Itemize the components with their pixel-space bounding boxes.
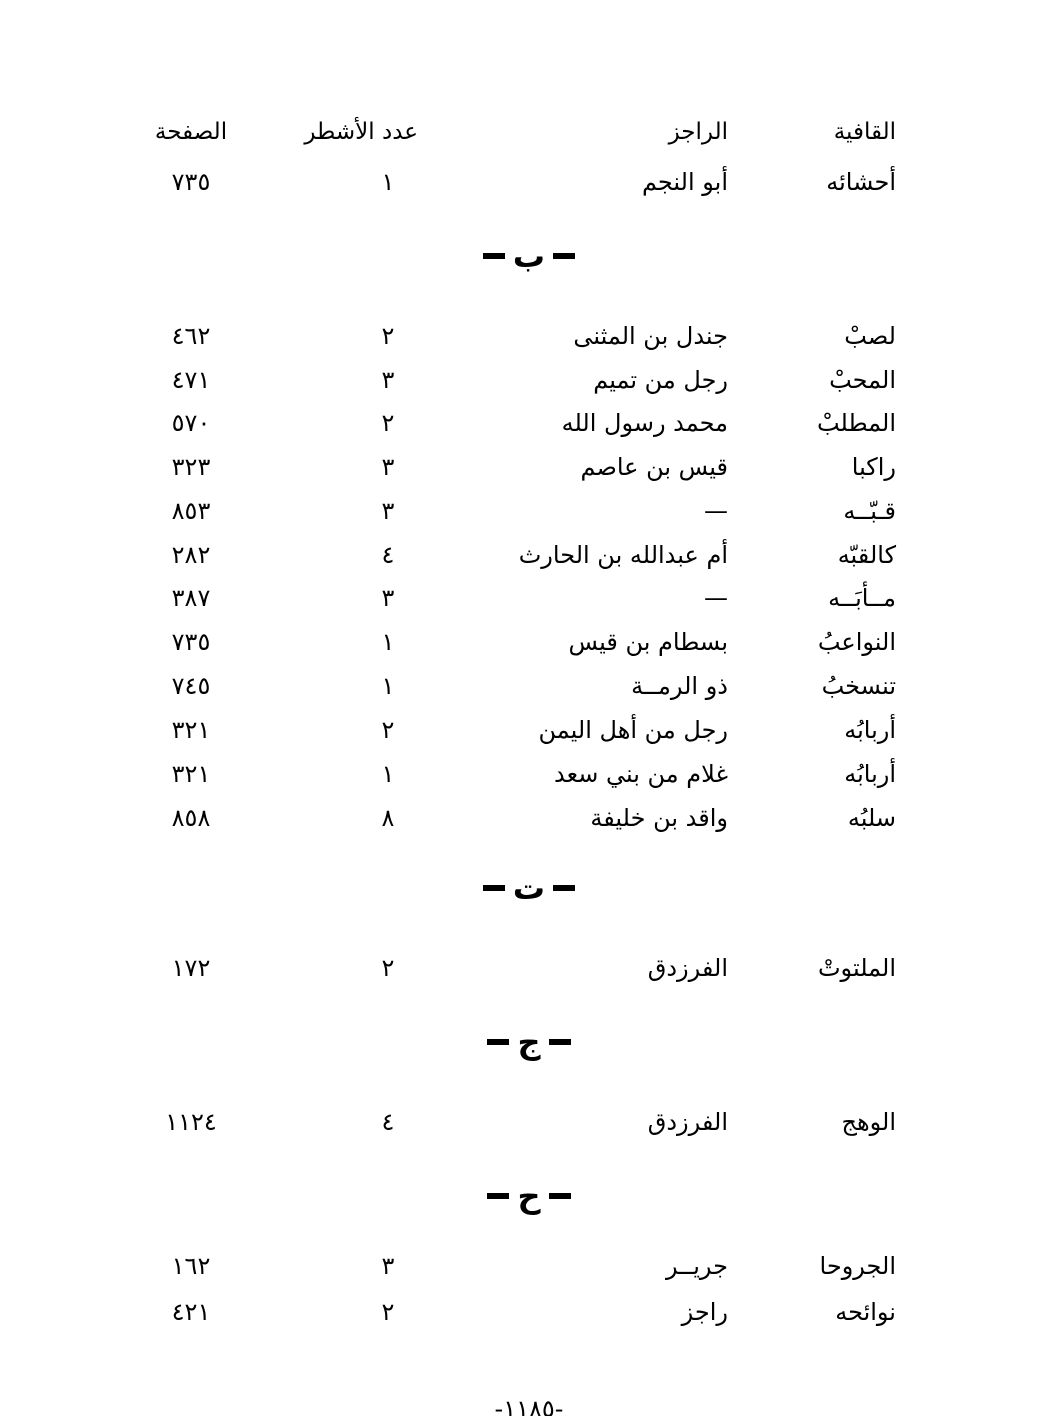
rhyme-cell: نوائحه <box>835 1298 896 1326</box>
verse-count-cell: ٣ <box>381 453 395 481</box>
table-row <box>0 360 1058 400</box>
verse-count-cell: ٢ <box>381 1298 395 1326</box>
header-rhyme: القافية <box>833 119 896 145</box>
verse-count-cell: ٣ <box>381 366 395 394</box>
heading-dash <box>483 885 505 891</box>
poet-cell: محمد رسول الله <box>561 409 728 437</box>
verse-count-cell: ١ <box>381 760 395 788</box>
rhyme-cell: لصبْ <box>844 322 896 350</box>
page-cell: ٣٢٣ <box>171 453 211 481</box>
poet-cell: بسطام بن قيس <box>568 628 728 656</box>
verse-count-cell: ٨ <box>381 804 395 832</box>
table-row <box>0 754 1058 794</box>
verse-count-cell: ٢ <box>381 954 395 982</box>
rhyme-cell: أربابُه <box>844 760 896 788</box>
verse-count-cell: ١ <box>381 672 395 700</box>
section-letter: ح <box>517 1177 541 1215</box>
page-cell: ٧٤٥ <box>171 672 211 700</box>
page-cell: ٤٢١ <box>171 1298 211 1326</box>
verse-count-cell: ٢ <box>381 716 395 744</box>
rhyme-cell: سلبُه <box>847 804 896 832</box>
page-cell: ٨٥٨ <box>171 804 211 832</box>
rhyme-cell: كالقبّه <box>837 541 896 569</box>
page-cell: ١١٢٤ <box>165 1108 217 1136</box>
page-cell: ٧٣٥ <box>171 628 211 656</box>
poet-cell: — <box>704 497 728 525</box>
column-header-row <box>0 112 1058 152</box>
rhyme-cell: الملتوتْ <box>817 954 896 982</box>
rhyme-cell: تنسخبُ <box>821 672 896 700</box>
rhyme-cell: المحبْ <box>829 366 896 394</box>
heading-dash <box>549 1193 571 1199</box>
section-letter: ت <box>512 869 546 907</box>
rhyme-cell: مــأبَــه <box>828 584 896 612</box>
rhyme-cell: راكبا <box>851 453 896 481</box>
rhyme-cell: المطلبْ <box>816 409 896 437</box>
page-number: -١١٨٥- <box>494 1395 564 1416</box>
poet-cell: رجل من أهل اليمن <box>538 716 728 744</box>
poet-cell: الفرزدق <box>647 954 728 982</box>
table-row <box>0 403 1058 443</box>
page-cell: ٢٨٢ <box>171 541 211 569</box>
poet-cell: جندل بن المثنى <box>573 322 728 350</box>
table-row <box>0 535 1058 575</box>
heading-dash <box>553 885 575 891</box>
section-letter: ب <box>512 237 546 275</box>
poet-cell: جريــر <box>665 1252 728 1280</box>
verse-count-cell: ٣ <box>381 497 395 525</box>
section-heading-jim <box>0 1022 1058 1062</box>
poet-cell: واقد بن خليفة <box>590 804 728 832</box>
heading-dash <box>549 1039 571 1045</box>
rhyme-cell: أربابُه <box>844 716 896 744</box>
heading-dash <box>553 253 575 259</box>
poet-cell: رجل من تميم <box>593 366 728 394</box>
header-verse-count: عدد الأشطر <box>304 119 418 145</box>
verse-count-cell: ٣ <box>381 1252 395 1280</box>
page-cell: ٣٢١ <box>171 760 211 788</box>
verse-count-cell: ٣ <box>381 584 395 612</box>
poet-cell: ذو الرمــة <box>631 672 728 700</box>
header-poet: الراجز <box>668 119 728 145</box>
poet-cell: غلام من بني سعد <box>554 760 728 788</box>
table-row <box>0 491 1058 531</box>
rhyme-cell: النواعبُ <box>817 628 896 656</box>
rhyme-cell: أحشائه <box>826 168 896 196</box>
poet-cell: — <box>704 584 728 612</box>
poet-cell: قيس بن عاصم <box>580 453 728 481</box>
verse-count-cell: ٤ <box>381 1108 395 1136</box>
rhyme-cell: الجروحا <box>819 1252 896 1280</box>
table-row <box>0 162 1058 202</box>
table-row <box>0 798 1058 838</box>
table-row <box>0 578 1058 618</box>
table-row <box>0 316 1058 356</box>
table-row <box>0 447 1058 487</box>
verse-count-cell: ٢ <box>381 322 395 350</box>
table-row <box>0 666 1058 706</box>
page-cell: ٥٧٠ <box>171 409 211 437</box>
table-row <box>0 1102 1058 1142</box>
section-letter: ج <box>517 1023 541 1061</box>
section-heading-ba <box>0 236 1058 276</box>
page-cell: ٤٧١ <box>171 366 211 394</box>
table-row <box>0 1246 1058 1286</box>
verse-count-cell: ١ <box>381 168 395 196</box>
poet-cell: راجز <box>681 1298 728 1326</box>
page-cell: ١٧٢ <box>171 954 211 982</box>
verse-count-cell: ١ <box>381 628 395 656</box>
heading-dash <box>483 253 505 259</box>
table-row <box>0 622 1058 662</box>
rhyme-cell: قـبّــه <box>843 497 896 525</box>
verse-count-cell: ٢ <box>381 409 395 437</box>
page-cell: ٧٣٥ <box>171 168 211 196</box>
heading-dash <box>487 1193 509 1199</box>
poet-cell: أبو النجم <box>641 168 728 196</box>
poet-cell: أم عبدالله بن الحارث <box>518 541 728 569</box>
section-heading-ta <box>0 868 1058 908</box>
rhyme-cell: الوهج <box>841 1108 896 1136</box>
header-page: الصفحة <box>154 119 228 145</box>
heading-dash <box>487 1039 509 1045</box>
page-cell: ١٦٢ <box>171 1252 211 1280</box>
page-cell: ٤٦٢ <box>171 322 211 350</box>
section-heading-ha <box>0 1176 1058 1216</box>
page-cell: ٨٥٣ <box>171 497 211 525</box>
page-cell: ٣٢١ <box>171 716 211 744</box>
page-cell: ٣٨٧ <box>171 584 211 612</box>
table-row <box>0 1292 1058 1332</box>
table-row <box>0 710 1058 750</box>
table-row <box>0 948 1058 988</box>
poet-cell: الفرزدق <box>647 1108 728 1136</box>
verse-count-cell: ٤ <box>381 541 395 569</box>
